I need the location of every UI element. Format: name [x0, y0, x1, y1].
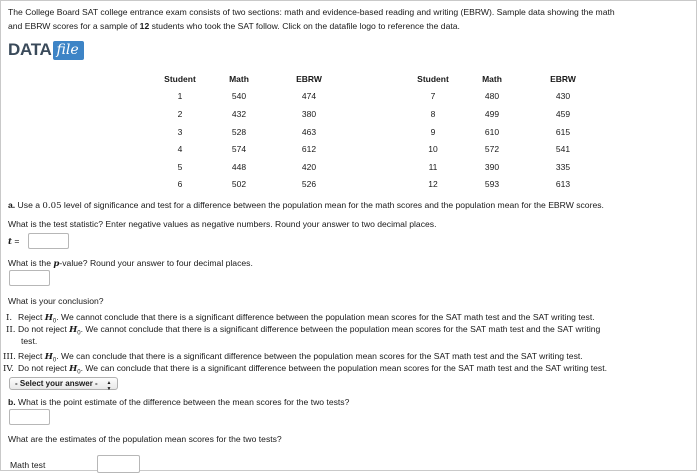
- p-value-question: What is the p-value? Round your answer to four decimal places.: [8, 258, 253, 269]
- conclusion-select-value: - Select your answer -: [15, 379, 98, 388]
- table-cell: 3: [177, 126, 183, 137]
- table-cell: 9: [430, 126, 436, 137]
- t-statistic-input[interactable]: [28, 233, 69, 249]
- table-row: [155, 123, 601, 141]
- select-updown-icon: ▲▼: [106, 380, 112, 392]
- conclusion-question: What is your conclusion?: [8, 296, 104, 306]
- col-gap: [345, 105, 407, 123]
- table-cell: 2: [177, 108, 183, 119]
- table-cell: 430: [555, 91, 571, 102]
- table-cell: 448: [231, 161, 247, 172]
- table-cell: 432: [231, 108, 247, 119]
- t-label: t =: [8, 236, 20, 247]
- table-cell: 613: [555, 179, 571, 190]
- conclusion-option-1: I. Reject $H_0$. We cannot conclude that there is a significant difference between the population mean scores for the SAT math test and the SAT writing test.: [6, 312, 595, 325]
- table-cell: 6: [177, 179, 183, 190]
- table-cell: 463: [301, 126, 317, 137]
- table-cell: 8: [430, 108, 436, 119]
- table-cell: 541: [555, 144, 571, 155]
- table-cell: 390: [484, 161, 500, 172]
- table-cell: 5: [177, 161, 183, 172]
- table-header-row: [155, 70, 601, 88]
- table-cell: 526: [301, 179, 317, 190]
- table-row: [155, 176, 601, 194]
- math-test-label: Math test: [10, 460, 46, 470]
- table-cell: 459: [555, 108, 571, 119]
- table-cell: 612: [301, 144, 317, 155]
- table-cell: 502: [231, 179, 247, 190]
- table-cell: 572: [484, 144, 500, 155]
- table-row: [155, 158, 601, 176]
- table-cell: 480: [484, 91, 500, 102]
- table-cell: 574: [231, 144, 247, 155]
- col-header-student: Student: [164, 73, 196, 84]
- table-cell: 4: [177, 144, 183, 155]
- table-row: [155, 140, 601, 158]
- point-estimate-input[interactable]: [9, 409, 50, 425]
- col-gap: [345, 70, 407, 88]
- conclusion-option-2: II. Do not reject $H_0$. We cannot conclude that there is a significant difference between the population mean scores for the SAT math test and the SAT writing: [6, 324, 601, 337]
- col-gap: [345, 88, 407, 106]
- col-header-math: Math: [229, 73, 249, 84]
- col-gap: [345, 158, 407, 176]
- table-row: [155, 105, 601, 123]
- conclusion-option-3: III. Reject $H_0$. We can conclude that there is a significant difference between the population mean scores for the SAT math test and the SAT writing test.: [3, 351, 583, 364]
- table-cell: 499: [484, 108, 500, 119]
- col-header-math-2: Math: [482, 73, 502, 84]
- sat-scores-table: [155, 70, 601, 193]
- col-header-ebrw-2: EBRW: [550, 73, 576, 84]
- table-cell: 11: [428, 161, 438, 172]
- table-cell: 380: [301, 108, 317, 119]
- col-gap: [345, 140, 407, 158]
- col-header-student-2: Student: [417, 73, 449, 84]
- datafile-logo[interactable]: [8, 40, 84, 60]
- problem-intro: [8, 5, 615, 33]
- estimates-question: What are the estimates of the population mean scores for the two tests?: [8, 434, 282, 444]
- logo-data-text: DATA: [8, 40, 52, 59]
- math-test-input[interactable]: [97, 455, 140, 473]
- table-cell: 593: [484, 179, 500, 190]
- table-cell: 7: [430, 91, 436, 102]
- test-statistic-question: What is the test statistic? Enter negative values as negative numbers. Round your answer to two decimal places.: [8, 219, 437, 229]
- conclusion-select[interactable]: [9, 377, 118, 390]
- table-cell: 1: [177, 91, 183, 102]
- part-b-question: b. What is the point estimate of the difference between the mean scores for the two tests?: [8, 397, 350, 407]
- table-cell: 610: [484, 126, 500, 137]
- table-cell: 420: [301, 161, 317, 172]
- table-cell: 12: [428, 179, 438, 190]
- intro-line-1: The College Board SAT college entrance exam consists of two sections: math and evidence-based reading and writing (EBRW). Sample data showing the math: [8, 7, 615, 17]
- table-cell: 615: [555, 126, 571, 137]
- part-a-question: a. Use a 0.05 level of significance and test for a difference between the population mean for the math scores and the population mean for the EBRW scores.: [8, 200, 604, 211]
- col-gap: [345, 176, 407, 194]
- table-cell: 10: [428, 144, 438, 155]
- table-cell: 528: [231, 126, 247, 137]
- conclusion-option-4: IV. Do not reject $H_0$. We can conclude that there is a significant difference between the population mean scores for the SAT math test and the SAT writing test.: [3, 363, 608, 376]
- table-cell: 540: [231, 91, 247, 102]
- conclusion-option-2-cont: test.: [21, 336, 38, 346]
- col-header-ebrw: EBRW: [296, 73, 322, 84]
- table-cell: 474: [301, 91, 317, 102]
- table-row: [155, 88, 601, 106]
- table-cell: 335: [555, 161, 571, 172]
- logo-file-text: file: [53, 41, 84, 60]
- p-value-input[interactable]: [9, 270, 50, 286]
- intro-line-2: and EBRW scores for a sample of 12 students who took the SAT follow. Click on the datafile logo to reference the data.: [8, 21, 460, 31]
- col-gap: [345, 123, 407, 141]
